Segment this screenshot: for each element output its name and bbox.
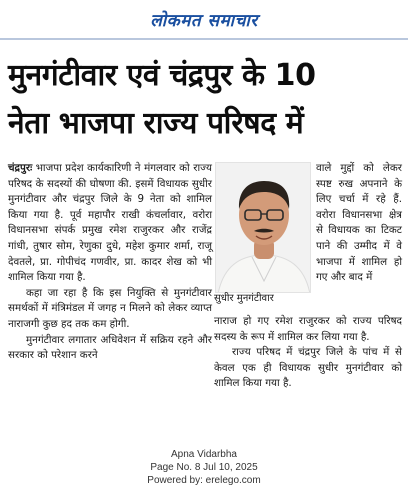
article-right-column: वाले मुद्दों को लेकर स्पष्ट रुख अपनाने के लिए चर्चा में रहे हैं. वरोरा विधानसभा क्षेत्र से विधायक का टिकट पाने की उम्मीद में वे भाजपा में शामिल हो गए और बाद में	[316, 162, 402, 284]
portrait-photo	[215, 162, 311, 293]
article-paragraph-4: राज्य परिषद में चंद्रपुर जिले के पांच में से केवल एक ही विधायक सुधीर मुनगंटीवार को शामिल किया गया है.	[214, 346, 402, 390]
article-paragraph-2: कहा जा रहा है कि इस नियुक्ति से मुनगंटीवार समर्थकों में मंत्रिमंडल में जगह न मिलने को लेकर व्याप्त नाराजगी कुछ हद तक कम होगी.	[8, 286, 212, 330]
headline-line-1: मुनगंटीवार एवं चंद्रपुर के 10	[8, 58, 316, 93]
portrait-photo-icon	[216, 163, 311, 293]
masthead	[0, 4, 408, 34]
article-paragraph-3: मुनगंटीवार लगातार अधिवेशन में सक्रिय रहने और सरकार को परेशान करने	[8, 333, 212, 362]
article-paragraph-1	[8, 161, 212, 286]
article-continuation: नाराज हो गए रमेश राजुरकर को राज्य परिषद सदस्य के रूप में शामिल कर लिया गया है.	[214, 315, 402, 343]
masthead-divider	[0, 38, 408, 40]
article-bottom-column	[214, 314, 402, 392]
headline-line-2: नेता भाजपा राज्य परिषद में	[8, 106, 304, 141]
footer-powered-by: Powered by: erelego.com	[147, 475, 261, 486]
photo-caption: सुधीर मुनगंटीवार	[214, 293, 274, 304]
footer-page-date: Page No. 8 Jul 10, 2025	[150, 462, 258, 473]
masthead-title: लोकमत समाचार	[150, 11, 258, 31]
page-footer	[0, 448, 408, 487]
headline	[8, 52, 404, 148]
article-left-column	[8, 161, 212, 364]
paragraph-1-text: भाजपा प्रदेश कार्यकारिणी ने मंगलवार को राज्य परिषद के सदस्यों की घोषणा की. इसमें विधायक सुधीर मुनगंटीवार और चंद्रपुर जिले के 9 नेता को शामिल किया गया है. पूर्व महापौर राखी कंचर्लावार, वरोरा विधानसभा संपर्क प्रमुख रमेश राजुरकर और राजेंद्र गांधी, तुषार सोम, रेणुका दुधे, महेश कुमार शर्मा, राजू देवतले, प्रा. गोपीचंद गणवीर, प्रा. कादर शेख को भी शामिल किया गया है.	[8, 162, 212, 284]
footer-edition: Apna Vidarbha	[171, 449, 237, 460]
dateline: चंद्रपुरः	[8, 162, 33, 174]
